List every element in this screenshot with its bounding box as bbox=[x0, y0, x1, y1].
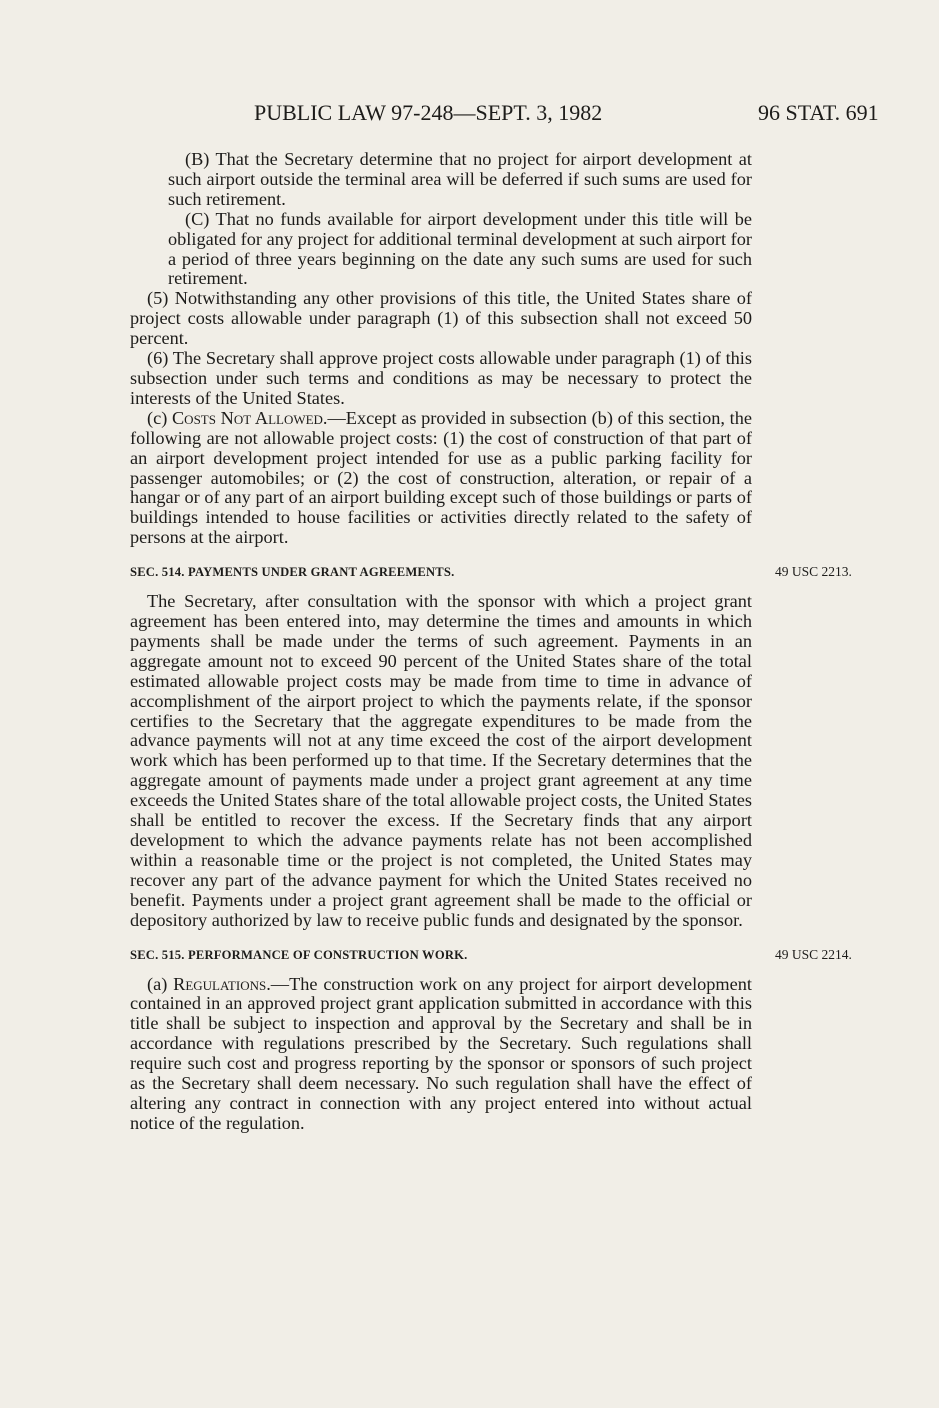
paragraph-5: (5) Notwithstanding any other provisions of this title, the United States share of project costs allowable under paragraph (1) of this subsection shall not exceed 50 percent. bbox=[130, 288, 752, 349]
section-515-heading: SEC. 515. PERFORMANCE OF CONSTRUCTION WORK. bbox=[130, 947, 468, 962]
document-body bbox=[130, 150, 752, 1134]
subsection-c-text: —Except as provided in subsection (b) of this section, the following are not allowable project costs: (1) the cost of construction of that part of an airport development project intended for use as a public parking facility for passenger automobiles; or (2) the cost of construction, alteration, or repair of a hangar or of any part of an airport building except such of those buildings or parts of buildings intended to house facilities or activities directly related to the safety of persons at the airport. bbox=[130, 407, 752, 548]
margin-note-514: 49 USC 2213. bbox=[775, 564, 852, 579]
costs-not-allowed-paragraph bbox=[130, 409, 752, 548]
stat-page-number: 96 STAT. 691 bbox=[758, 100, 879, 125]
paragraph-6: (6) The Secretary shall approve project costs allowable under paragraph (1) of this subsection under such terms and conditions as may be necessary to protect the interests of the United States. bbox=[130, 348, 752, 408]
section-514-text: The Secretary, after consultation with the sponsor with which a project grant agreement has been entered into, may determine the times and amounts in which payments shall be made under the terms of such agreement. Payments in an aggregate amount not to exceed 90 percent of the United States share of the total estimated allowable project costs may be made from time to time in advance of accomplishment of the airport project to which the payments relate, if the sponsor certifies to the Secretary that the aggregate expenditures to be made from the advance payments will not at any time exceed the cost of the airport development work which has been performed up to that time. If the Secretary determines that the aggregate amount of payments made under a project grant agreement at any time exceeds the United States share of the total allowable project costs, the United States shall be entitled to recover the excess. If the Secretary finds that any airport development to which the advance payments relate has not been accomplished within a reasonable time or the project is not completed, the United States may recover any part of the advance payment for which the United States received no benefit. Payments under a project grant agreement shall be made to the official or depository authorized by law to receive public funds and designated by the sponsor. bbox=[130, 591, 752, 930]
subsection-c-title: Costs Not Allowed. bbox=[171, 407, 328, 428]
subsection-a-label: (a) bbox=[147, 973, 174, 994]
paragraph-c: (C) That no funds available for airport development under this title will be obligated for any project for additional terminal development at such airport for a period of three years beginning on the date any such sums are used for such retirement. bbox=[168, 208, 752, 289]
subsection-a-text: —The construction work on any project for airport development contained in an approved project grant application submitted in accordance with this title shall be subject to inspection and approval by the Secretary and shall be in accordance with regulations prescribed by the Secretary. Such regulations shall require such cost and progress reporting by the sponsor or sponsors of such project as the Secretary shall deem necessary. No such regulation shall have the effect of altering any contract in connection with any project entered into without actual notice of the regulation. bbox=[130, 973, 752, 1133]
section-514-heading: SEC. 514. PAYMENTS UNDER GRANT AGREEMENTS. bbox=[130, 565, 455, 580]
margin-note-515: 49 USC 2214. bbox=[775, 947, 852, 962]
law-citation: PUBLIC LAW 97-248—SEPT. 3, 1982 bbox=[254, 100, 603, 125]
subsection-a-title: Regulations. bbox=[173, 973, 271, 994]
page-header bbox=[0, 100, 939, 130]
section-515-paragraph-a bbox=[130, 975, 752, 1134]
subsection-c-label: (c) bbox=[147, 407, 172, 428]
paragraph-b: (B) That the Secretary determine that no project for airport development at such airport outside the terminal area will be deferred if such sums are used for such retirement. bbox=[168, 149, 752, 209]
